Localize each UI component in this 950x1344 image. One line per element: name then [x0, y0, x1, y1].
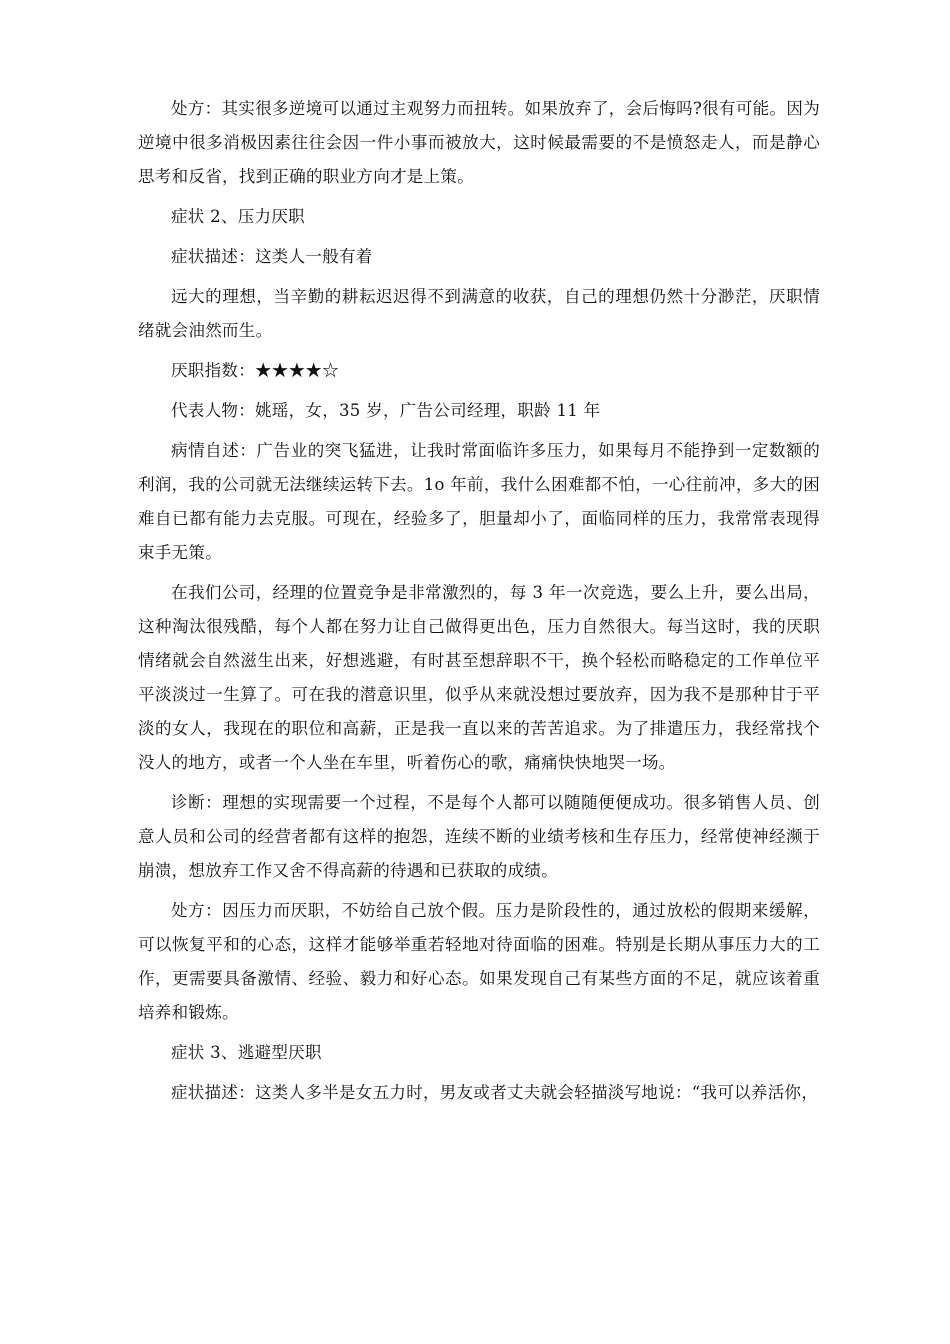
paragraph-self-account: 病情自述：广告业的突飞猛进，让我时常面临许多压力，如果每月不能挣到一定数额的利润，我的公司就无法继续运转下去。1o 年前，我什么困难都不怕，一心往前冲，多大的困难自已都有能力去克服。可现在，经验多了，胆量却小了，面临同样的压力，我常常表现得束手无策。 [138, 441, 820, 562]
document-body [138, 92, 820, 1116]
paragraph-symptom-2-description: 症状描述：这类人一般有着 [171, 247, 373, 266]
paragraph-prescription-1: 处方：其实很多逆境可以通过主观努力而扭转。如果放弃了，会后悔吗?很有可能。因为逆境中很多消极因素往往会因一件小事而被放大，这时候最需要的不是愤怒走人，而是静心思考和反省，找到正确的职业方向才是上策。 [138, 99, 820, 186]
heading-symptom-3: 症状 3、逃避型厌职 [171, 1043, 322, 1062]
paragraph-symptom-2-description-cont: 远大的理想，当辛勤的耕耘迟迟得不到满意的收获，自己的理想仍然十分渺茫，厌职情绪就会油然而生。 [138, 287, 820, 340]
paragraph-symptom-3-description: 症状描述：这类人多半是女五力时，男友或者丈夫就会轻描淡写地说：“我可以养活你， [171, 1083, 819, 1102]
rating-index: 厌职指数：★★★★☆ [171, 361, 339, 380]
heading-symptom-2: 症状 2、压力厌职 [171, 207, 305, 226]
paragraph-prescription-2: 处方：因压力而厌职，不妨给自己放个假。压力是阶段性的，通过放松的假期来缓解，可以恢复平和的心态，这样才能够举重若轻地对待面临的困难。特别是长期从事压力大的工作，更需要具备激情、经验、毅力和好心态。如果发现自己有某些方面的不足，就应该着重培养和锻炼。 [138, 901, 820, 1022]
paragraph-representative: 代表人物：姚瑶，女，35 岁，广告公司经理，职龄 11 年 [171, 401, 601, 420]
paragraph-self-account-cont: 在我们公司，经理的位置竞争是非常激烈的，每 3 年一次竞选，要么上升，要么出局，这种淘汰很残酷，每个人都在努力让自己做得更出色，压力自然很大。每当这时，我的厌职情绪就会自然滋生出来，好想逃避，有时甚至想辞职不干，换个轻松而略稳定的工作单位平平淡淡过一生算了。可在我的潜意识里，似乎从来就没想过要放弃，因为我不是那种甘于平淡的女人，我现在的职位和高薪，正是我一直以来的苦苦追求。为了排遣压力，我经常找个没人的地方，或者一个人坐在车里，听着伤心的歌，痛痛快快地哭一场。 [138, 583, 820, 772]
paragraph-diagnosis: 诊断：理想的实现需要一个过程，不是每个人都可以随随便便成功。很多销售人员、创意人员和公司的经营者都有这样的抱怨，连续不断的业绩考核和生存压力，经常使神经濒于崩溃，想放弃工作又舍不得高薪的待遇和已获取的成绩。 [138, 793, 820, 880]
